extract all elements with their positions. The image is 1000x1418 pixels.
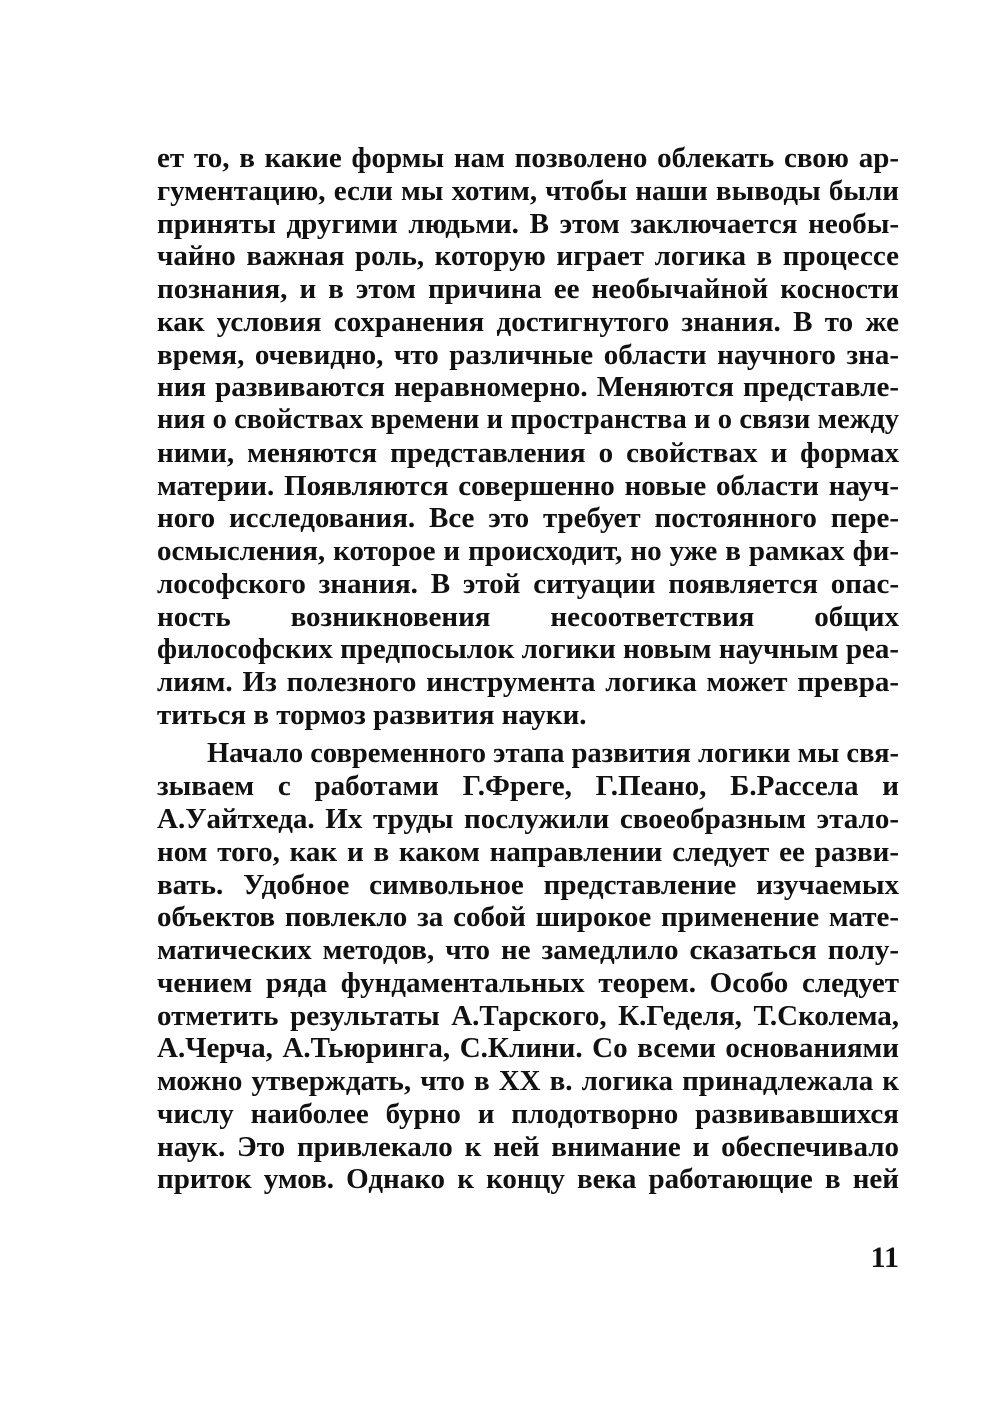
text-line: как условия сохранения достигнутого знания. В то же (157, 305, 899, 338)
text-line: чением ряда фундаментальных теорем. Особо следует (157, 966, 899, 999)
text-line: Начало современного этапа развития логики мы свя- (207, 737, 899, 769)
text-line: познания, и в этом причина ее необычайной косности (157, 273, 899, 305)
text-line: приток умов. Однако к концу века работающие в ней (157, 1163, 899, 1196)
text-line: А.Уайтхеда. Их труды послужили своеобразным этало- (157, 803, 899, 835)
text-line: осмысления, которое и происходит, но уже в рамках фи- (157, 535, 899, 567)
text-line: ними, меняются представления о свойствах и формах (157, 436, 899, 469)
page-number: 11 (870, 1241, 899, 1274)
text-line: лософского знания. В этой ситуации появляется опас- (157, 567, 899, 600)
text-line: матических методов, что не замедлило сказаться полу- (157, 934, 899, 966)
text-line: отметить результаты А.Тарского, К.Геделя, Т.Сколема, (157, 999, 899, 1032)
text-line: числу наиболее бурно и плодотворно развивавшихся (157, 1097, 899, 1130)
text-line: ния о свойствах времени и пространства и о связи между (157, 404, 899, 435)
text-line: титься в тормоз развития науки. (157, 698, 587, 731)
text-line: зываем с работами Г.Фреге, Г.Пеано, Б.Рассела и (157, 770, 899, 803)
text-line: ет то, в какие формы нам позволено облекать свою ар- (157, 142, 899, 174)
paragraph-1 (157, 142, 899, 732)
text-line: ность возникновения несоответствия общих (157, 600, 899, 633)
body-text (157, 142, 899, 1196)
text-line: время, очевидно, что различные области научного зна- (157, 338, 899, 371)
text-line: философских предпосылок логики новым научным реа- (157, 633, 899, 666)
text-line: ном того, как и в каком направлении следует ее разви- (157, 835, 899, 868)
text-line: гументацию, если мы хотим, чтобы наши выводы были (157, 174, 899, 207)
text-line: материи. Появляются совершенно новые области науч- (157, 469, 899, 502)
text-line: ного исследования. Все это требует постоянного пере- (157, 502, 899, 535)
text-line: чайно важная роль, которую играет логика в процессе (157, 240, 899, 273)
text-line: вать. Удобное символьное представление изучаемых (157, 868, 899, 901)
text-line: ния развиваются неравномерно. Меняются представле- (157, 371, 899, 404)
text-line: А.Черча, А.Тьюринга, С.Клини. Со всеми основаниями (157, 1032, 899, 1065)
text-line: объектов повлекло за собой широкое применение мате- (157, 901, 899, 934)
text-line: лиям. Из полезного инструмента логика может превра- (157, 666, 899, 698)
text-line: можно утверждать, что в XX в. логика принадлежала к (157, 1065, 899, 1097)
paragraph-2 (157, 738, 899, 1197)
text-line: приняты другими людьми. В этом заключается необы- (157, 207, 899, 240)
text-line: наук. Это привлекало к ней внимание и обеспечивало (157, 1130, 899, 1163)
